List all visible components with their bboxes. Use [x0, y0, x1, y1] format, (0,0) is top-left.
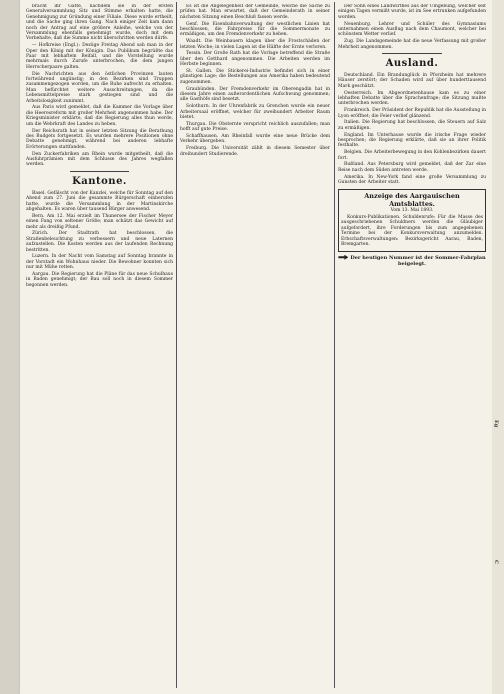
paragraph: Aus Paris wird gemeldet, daß die Kammer die Vorlage über die Heeresreform mit großer Mehrheit angenommen habe. Der Kriegsminister erklärte, daß die Regierung alles thun werde, um die Wehrkraft des Landes zu heben.: [26, 105, 173, 127]
paragraph: Der Sohn eines Landwirthes aus der Umgebung, welcher seit einigen Tagen vermißt wurde, ist im See ertrunken aufgefunden worden.: [338, 4, 486, 20]
amtsblatt-box: [338, 189, 486, 251]
paragraph: Bern. Am 12. Mai erzielt im Thunersee der Fischer Meyer einen Fang von seltener Größe; man schätzt das Gewicht auf mehr als dreißig Pfund.: [26, 213, 173, 230]
edge-label: Eg: [493, 420, 499, 428]
paragraph: Italien. Die Regierung hat beschlossen, die Steuern auf Salz zu ermäßigen.: [338, 120, 486, 131]
paragraph: Amerika. In New-York fand eine große Versammlung zu Gunsten der Arbeiter statt.: [338, 174, 486, 186]
paragraph: Frankreich. Der Präsident der Republik hat die Ausstellung in Lyon eröffnet; die Feier verlief glänzend.: [338, 108, 486, 119]
paragraph: Waadt. Die Weinbauern klagen über die Frostschäden der letzten Woche; in vielen Lagen ist die Hälfte der Ernte verloren.: [180, 39, 330, 50]
paragraph: — Hofkreise (Engl.): Dezüge Freitag Abend sah man in der Oper den König mit der Königin. Das Publikum begrüßte das Paar mit lebhaftem Beifall, und die Vorstellung wurde mehrmals durch Zurufe unterbrochen, die dem jungen Herrscherpaare galten.: [26, 43, 173, 70]
newspaper-page: [20, 0, 492, 694]
section-heading-kantone: Kantone.: [72, 175, 127, 187]
pointing-hand-icon: [338, 255, 348, 260]
paragraph: Der Reichsrath hat in seiner letzten Sitzung die Berathung des Budgets fortgesetzt. Es wurden mehrere Positionen ohne Debatte genehmigt, während bei anderen lebhafte Erörterungen stattfanden.: [26, 128, 173, 150]
paragraph: Zürich. Der Stadtrath hat beschlossen, die Straßenbeleuchtung zu verbessern und neue Laternen aufzustellen. Die Kosten werden aus der laufenden Rechnung bestritten.: [26, 231, 173, 253]
column-1: [26, 4, 173, 686]
paragraph: Genf. Die Eisenbahnverwaltung der westlichen Linien hat beschlossen, die Fahrpreise für die Sommermonate zu ermäßigen, um den Fremdenverkehr zu heben.: [180, 21, 330, 38]
column-2: [180, 4, 330, 686]
paragraph: Freiburg. Die Universität zählt in diesem Semester über dreihundert Studierende.: [180, 146, 330, 157]
paragraph: Zug. Die Landsgemeinde hat die neue Verfassung mit großer Mehrheit angenommen.: [338, 39, 486, 50]
amtsblatt-title: Anzeige des Aargauischen Amtsblattes.: [364, 192, 460, 209]
paragraph: St. Gallen. Die Stickerei-Industrie befindet sich in einer günstigen Lage; die Bestellungen aus Amerika haben bedeutend zugenommen.: [180, 69, 330, 85]
paragraph: Tessin. Der Große Rath hat die Vorlage betreffend die Straße über den Gotthard angenommen. Die Arbeiten werden im Herbste beginnen.: [180, 51, 330, 68]
supplement-notice: [338, 255, 486, 267]
column-rule: [334, 2, 335, 688]
supplement-notice-text: Der heutigen Nummer ist der Sommer-Fahrplan beigelegt.: [350, 254, 486, 267]
paragraph: Neuenburg. Lehrer und Schüler des Gymnasiums unternahmen einen Ausflug nach dem Chaumont, welcher bei schönstem Wetter verlief.: [338, 21, 486, 38]
paragraph: Rußland. Aus Petersburg wird gemeldet, daß der Zar eine Reise nach dem Süden antreten werde.: [338, 162, 486, 173]
paragraph: England. Im Unterhause wurde die irische Frage wieder besprochen; die Regierung erklärte, daß sie an ihrer Politik festhalte.: [338, 132, 486, 149]
amtsblatt-text: Konkurs-Publikationen. Schuldenrufe: Für die Masse des ausgeschriebenen Schuldners werden die Gläubiger aufgefordert, ihre Forderungen bis zum angegebenen Termine bei der Konkursverwaltung anzumelden. Erbschaftsverwaltungen: Bezirksgericht Aarau, Baden, Bremgarten.: [341, 214, 483, 247]
edge-label: C: [493, 560, 499, 564]
paragraph: Den Zuckerfabriken am Rhein wurde mitgetheilt, daß die Ausfuhrprämien mit dem Schlusse des Jahres wegfallen werden.: [26, 151, 173, 168]
paragraph: Solothurn. In der Uhrenfabrik zu Grenchen wurde ein neuer Arbeitersaal eröffnet, welcher für zweihundert Arbeiter Raum bietet.: [180, 104, 330, 121]
separator: [70, 171, 129, 172]
section-heading-ausland: Ausland.: [385, 58, 439, 70]
paragraph: Basel. Gefälscht von der Kanzlei, welche für Sonntag auf den Abend zum 27. Juni die gesammte Bürgerschaft einberufen hatte, wurde die Versammlung in der Martinskirche abgehalten. Es waren über tausend Bürger anwesend.: [26, 190, 173, 212]
paragraph: Graubünden. Der Fremdenverkehr im Oberengadin hat in diesem Jahre einen außerordentlichen Aufschwung genommen; alle Gasthöfe sind besetzt.: [180, 86, 330, 103]
paragraph: Luzern. In der Nacht vom Samstag auf Sonntag brannte in der Vorstadt ein Wohnhaus nieder. Die Bewohner konnten sich nur mit Mühe retten.: [26, 254, 173, 271]
column-3: [338, 4, 486, 686]
amtsblatt-date: Vom 13. Mai 1893.: [390, 208, 434, 214]
column-rule: [176, 2, 177, 688]
paragraph: Schaffhausen. Am Rheinfall wurde eine neue Brücke dem Verkehr übergeben.: [180, 134, 330, 145]
paragraph: bracht ihr Gatte, nachdem sie in der ersten Generalversammlung Sitz und Stimme erhalten hatte, die Genehmigung zur Gründung einer Filiale. Diese wurde ertheilt, und die Sache ging ihren Gang. Nach einiger Zeit kam dann noch der Antrag auf eine größere Anleihe, welche von der Versammlung ebenfalls genehmigt wurde, doch mit dem Vorbehalte, daß die Summe nicht überschritten werden dürfe.: [26, 4, 173, 42]
paragraph: Die Nachrichten aus den östlichen Provinzen lauten fortwährend ungünstig; in den Bezirken sind Truppen zusammengezogen worden, um die Ruhe aufrecht zu erhalten. Man befürchtet weitere Ausschreitungen, da die Lebensmittelpreise stark gestiegen sind und die Arbeitslosigkeit zunimmt.: [26, 71, 173, 104]
paragraph: Oesterreich. Im Abgeordnetenhause kam es zu einer lebhaften Debatte über die Sprachenfrage; die Sitzung mußte unterbrochen werden.: [338, 90, 486, 107]
paragraph: Es ist die Angelegenheit der Gemeinde, welche die Sache zu prüfen hat. Man erwartet, daß der Gemeinderath in seiner nächsten Sitzung einen Beschluß fassen werde.: [180, 4, 330, 20]
page-edge: [492, 0, 504, 694]
separator: [382, 53, 441, 54]
paragraph: Aargau. Die Regierung hat die Pläne für das neue Schulhaus in Baden genehmigt; der Bau soll noch in diesem Sommer begonnen werden.: [26, 271, 173, 288]
paragraph: Deutschland. Ein Brandunglück in Pforzheim hat mehrere Häuser zerstört; der Schaden wird auf über hunderttausend Mark geschätzt.: [338, 73, 486, 89]
paragraph: Belgien. Die Arbeiterbewegung in den Kohlenbezirken dauert fort.: [338, 150, 486, 161]
paragraph: Thurgau. Die Obsternte verspricht reichlich auszufallen; man hofft auf gute Preise.: [180, 121, 330, 133]
